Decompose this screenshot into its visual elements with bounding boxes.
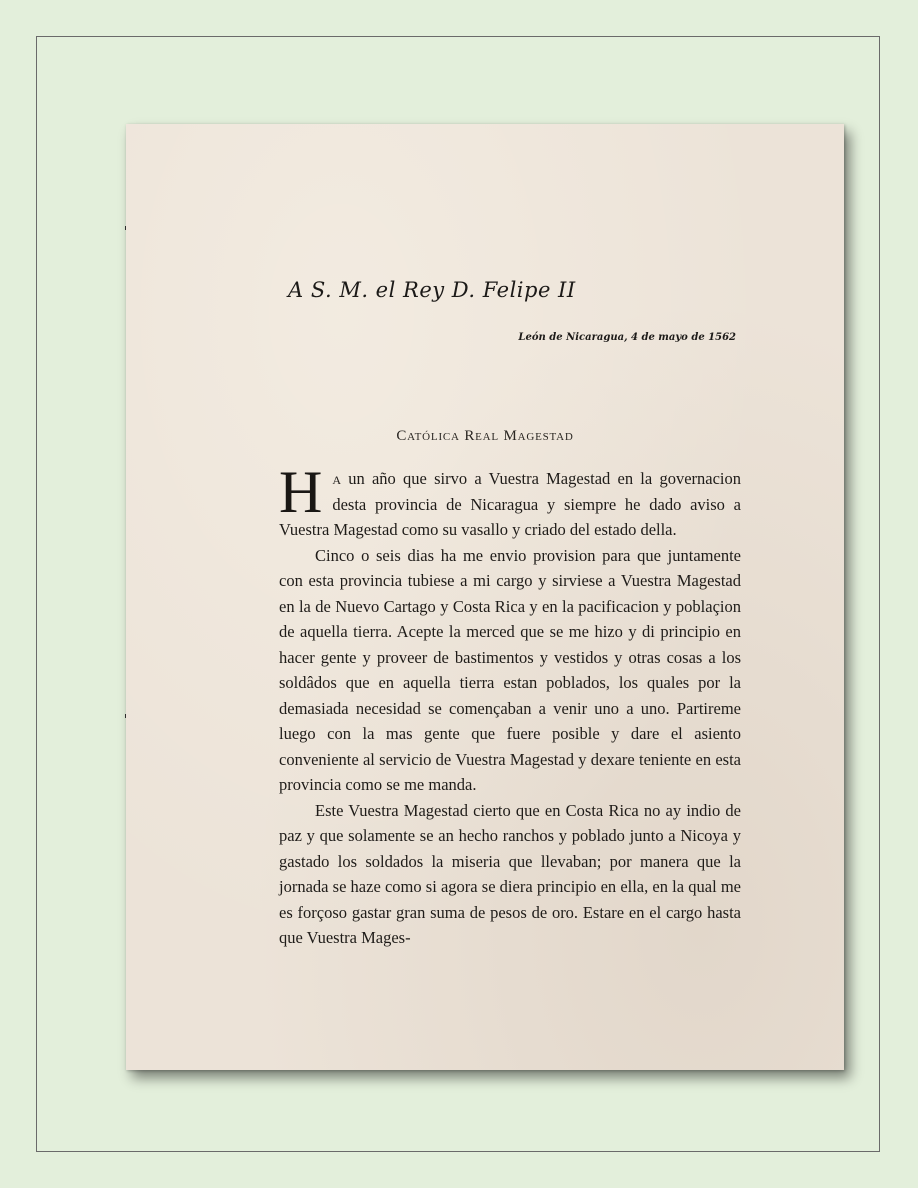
drop-cap: H xyxy=(279,459,323,525)
paragraph-2: Cinco o seis dias ha me envio provision para que juntamente con esta provincia tubiese a mi cargo y sirviese a Vuestra Magestad en la de Nuevo Cartago y Costa Rica y en la pacificacion y poblaçion de aquella tierra. Acepte la merced que se me hizo y di principio en hacer gente y proveer de bastimentos y vestidos y otras cosas a los soldâdos que en aquella tierra estan poblados, los quales por la demasiada necesidad se començaban a venir uno a uno. Partireme luego con la mas gente que fuere posible y dare el asiento conveniente al servicio de Vuestra Magestad y dexare teniente en esta provincia como se me manda. xyxy=(279,545,741,794)
paragraph-3: Este Vuestra Magestad cierto que en Costa Rica no ay indio de paz y que solamente se an hecho ranchos y poblado junto a Nicoya y gastado los soldados la miseria que llevaban; por manera que la jornada se haze como si agora se diera principio en ella, en la qual me es forçoso gastar gran suma de pesos de oro. Estare en el cargo hasta que Vuestra Mages- xyxy=(279,800,741,947)
salutation: Católica Real Magestad xyxy=(396,428,574,444)
first-word: a xyxy=(332,469,342,488)
letter-body xyxy=(279,459,741,951)
letter-heading: A S. M. el Rey D. Felipe II xyxy=(288,278,576,302)
paragraph-1-text: un año que sirvo a Vuestra Magestad en la governacion desta provincia de Nicaragua y siempre he dado aviso a Vuestra Magestad como su vasallo y criado del estado della. xyxy=(279,469,741,539)
place-date-line: León de Nicaragua, 4 de mayo de 1562 xyxy=(518,332,736,343)
scanned-page xyxy=(126,124,844,1070)
paragraph-1 xyxy=(279,459,741,543)
